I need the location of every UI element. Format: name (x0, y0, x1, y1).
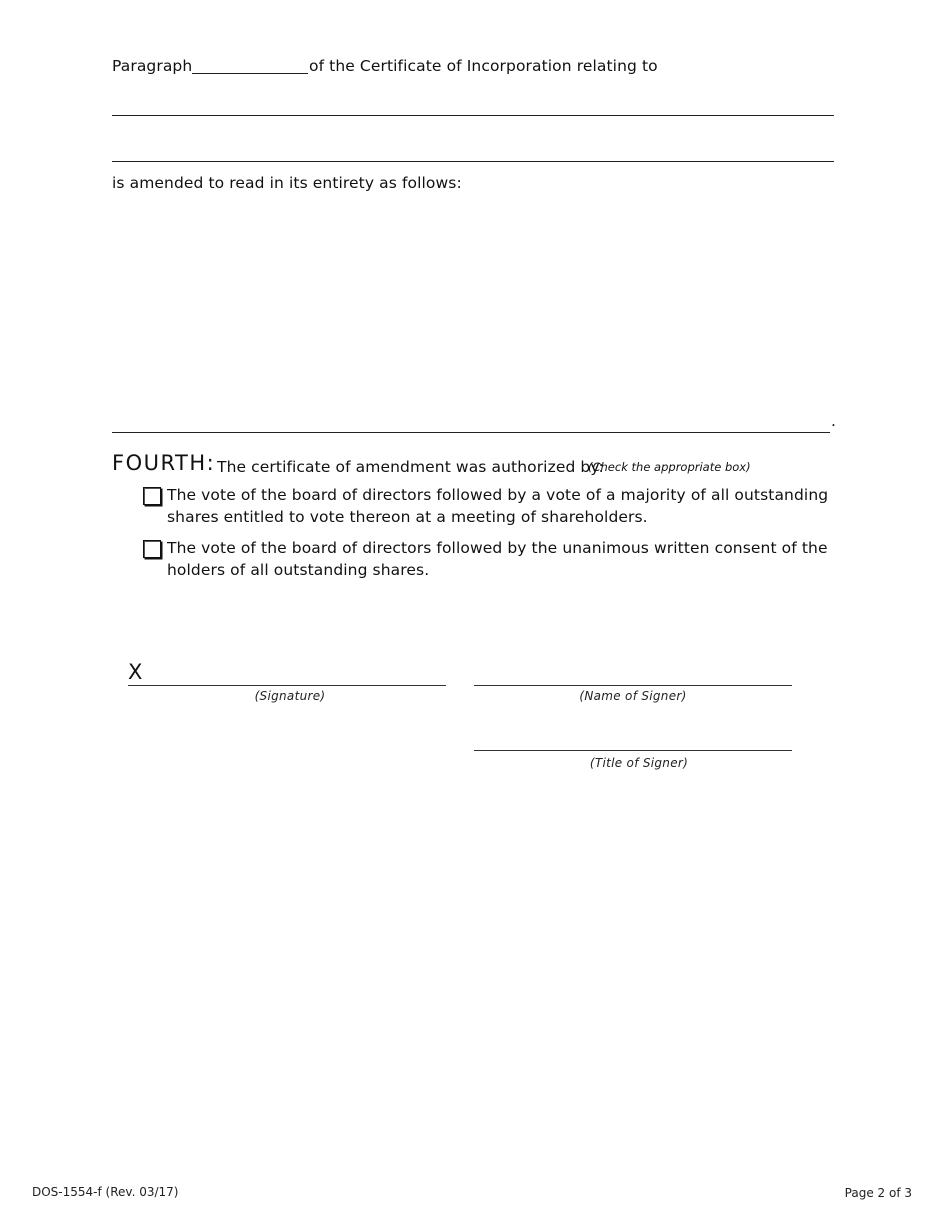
option-unanimous-consent-line1: The vote of the board of directors followed by the unanimous written consent of the (167, 539, 828, 557)
signature-line[interactable] (128, 685, 446, 686)
option-majority-vote-line2: shares entitled to vote thereon at a meeting of shareholders. (167, 508, 648, 526)
paragraph-relating-text: of the Certificate of Incorporation relating to (309, 57, 658, 75)
fourth-text: The certificate of amendment was authorized by: (217, 458, 604, 476)
signer-title-caption: (Title of Signer) (589, 756, 689, 770)
signer-name-line[interactable] (474, 685, 792, 686)
subject-line-2[interactable] (112, 161, 834, 162)
fourth-label: FOURTH: (112, 451, 216, 475)
amendment-text-area[interactable] (112, 200, 834, 428)
amendment-end-line (112, 432, 830, 433)
amended-text: is amended to read in its entirety as follows: (112, 174, 462, 192)
signer-name-caption: (Name of Signer) (579, 689, 687, 703)
paragraph-label: Paragraph (112, 57, 193, 75)
check-instruction: (Check the appropriate box) (588, 460, 751, 474)
option-unanimous-consent-checkbox[interactable] (143, 540, 161, 558)
subject-line-1[interactable] (112, 115, 834, 116)
option-majority-vote-checkbox[interactable] (143, 487, 161, 505)
signer-title-line[interactable] (474, 750, 792, 751)
signature-x-mark: X (128, 660, 143, 684)
form-id: DOS-1554-f (Rev. 03/17) (32, 1185, 179, 1199)
paragraph-number-field[interactable] (192, 73, 308, 74)
signature-caption: (Signature) (254, 689, 326, 703)
amendment-period: . (831, 412, 837, 430)
option-majority-vote-line1: The vote of the board of directors followed by a vote of a majority of all outstanding (167, 486, 829, 504)
option-unanimous-consent-line2: holders of all outstanding shares. (167, 561, 430, 579)
page-number: Page 2 of 3 (844, 1186, 912, 1200)
